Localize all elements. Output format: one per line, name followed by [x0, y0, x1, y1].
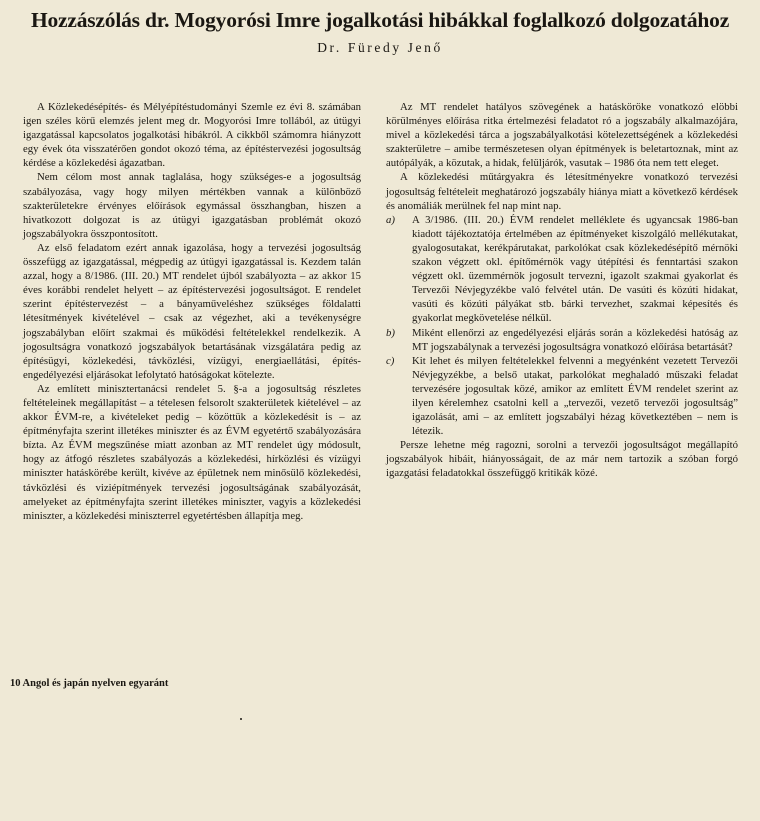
- list-item-label: b): [386, 326, 395, 339]
- paragraph: Az első feladatom ezért annak igazolása, hogy a tervezési jogosultság összefügg az igazgatással, mégpedig az útügyi igazgatással is. Kezdem talán azzal, hogy a 8/1986. (III. 20.) MT rendelet újból szabályozta – az akkor 15 éves korábbi rendelet helyett – az építéstervezési jogosultságot. E rendelet szerint építéstervezést – a bányaműveléshez szükséges földalatti létesítmények kivételével – csak az végezhet, aki a tevékenységre jogszabályban előírt szakmai és működési feltételekkel rendelkezik. A jogosultságra vonatkozó jogszabályok betartásának vizsgálatára pedig az építésügyi, közlekedési, távközlési, vízügyi, energiaellátási, építés-engedélyezési eljárásokat lefolytató hatóságokat kötelezte.: [23, 241, 361, 381]
- list-item-label: c): [386, 354, 395, 367]
- article-title: Hozzászólás dr. Mogyorósi Imre jogalkotási hibákkal foglalkozó dolgozatához: [30, 8, 730, 32]
- list-item: [386, 354, 738, 439]
- list-item: [386, 326, 738, 354]
- paragraph: Az MT rendelet hatályos szövegének a hatásköröke vonatkozó elöbbi körülményes előírása ritka értelmezési feladatot ró a jogszabály alkalmazójára, mivel a közlekedési tárca a jogszabályalkotási kötelezettségének a közlekedési szakterületre – amibe természetesen olyan építmények is beletartoznak, mint az autópályák, a közutak, a hidak, felüljárók, vasutak – 1986 óta nem tett eleget.: [386, 101, 738, 170]
- right-column: [386, 100, 738, 481]
- paragraph: Persze lehetne még ragozni, sorolni a tervezői jogosultságot megállapító jogszabályok hibáit, hiányosságait, de az már nem tartozik a szóban forgó igazgatási feladatokkal összefüggő kritikák közé.: [386, 439, 738, 480]
- paragraph: Nem célom most annak taglalása, hogy szükséges-e a jogosultság szabályozása, vagy hogy milyen mértékben vannak a különböző szakterületekre érvényes előírások egymással összhangban, hiszen a hivatkozott dolgozat is az útügyi igazgatásban problémát okozó jogszabályokra összpontosított.: [23, 171, 361, 240]
- print-speck: [240, 718, 242, 720]
- article-author: Dr. Füredy Jenő: [317, 40, 443, 55]
- paragraph: A közlekedési műtárgyakra és létesítményekre vonatkozó tervezési jogosultság feltételeit meghatározó jogszabály hiánya miatt a következő kérdések és anomáliák merülnek fel nap mint nap.: [386, 171, 738, 212]
- paragraph: A Közlekedésépítés- és Mélyépítéstudományi Szemle ez évi 8. számában igen széles körű elemzés jelent meg dr. Mogyorósi Imre tollából, az útügyi igazgatással kapcsolatos jogalkotási hibákról. A cikkből számomra hiányzott egy évek óta visszatérően gondot okozó téma, az építéstervezési jogosultság kérdése a közlekedési ágazatban.: [23, 101, 361, 170]
- list-item-text: Kit lehet és milyen feltételekkel felvenni a megyénként vezetett Tervezői Névjegyzékbe, a belső utakat, parkolókat meghaladó műszaki feladat tervezésére jogosultak közé, amikor az említett ÉVM rendelet szerint az ilyen kérelemhez csatolni kell a „tervezői, vezető tervezői jogosultság” igazolását, ami – az említett jogszabályi hézag következtében – nem is létezik.: [412, 354, 738, 438]
- paragraph: Az említett minisztertanácsi rendelet 5. §-a a jogosultság részletes feltételeinek megállapítást – a tételesen felsorolt szakterületek kiételével – az akkor ÉVM-re, a kivételeket pedig – közöttük a közlekedésit is – az építményfajta szerint illetékes miniszter és az ÉVM egyetértő szabályozására bízta. Az ÉVM megszűnése miatt azonban az MT rendelet úgy módosult, hogy az átfogó részletes szabályozás a közlekedési, hírközlési és vízügyi miniszter hatáskörébe került, kivéve az épületnek nem minősülő közlekedési, távközlési és viziépítmények tervezési jogosultságának szabályozását, amelyeket az építményfajta szerint illetékes miniszter, vagyis a közlekedési miniszter, a közlekedési miniszterrel egyetértésben állapítja meg.: [23, 382, 361, 522]
- left-column: [23, 100, 361, 523]
- page-footer: 10 Angol és japán nyelven egyaránt: [10, 678, 169, 689]
- list-item-text: A 3/1986. (III. 20.) ÉVM rendelet melléklete és ugyancsak 1986-ban kiadott tájékoztatója értelmében az építményeket kiszolgáló mellékutakat, gyalogosutakat, kerékpárutakat, parkolókat csak közlekedésépítő mérnöki szakon végzett okl. építőmérnök vagy útépítési és fenntartási szakon végzett okl. üzemmérnök jogosult tervezni, igazolt szakmai gyakorlat és Tervezői Névjegyzékbe való felvétel után. De vasúti és közúti hidakat, vasúti és közúti pályákat stb. bárki tervezhet, szakmai képesítés és gyakorlat megkövetelése nélkül.: [412, 213, 738, 325]
- list-item: [386, 213, 738, 326]
- list-item-label: a): [386, 213, 395, 226]
- list-item-text: Miként ellenőrzi az engedélyezési eljárás során a közlekedési hatóság az MT jogszabálynak a tervezési jogosultságra vonatkozó előírása betartását?: [412, 326, 738, 353]
